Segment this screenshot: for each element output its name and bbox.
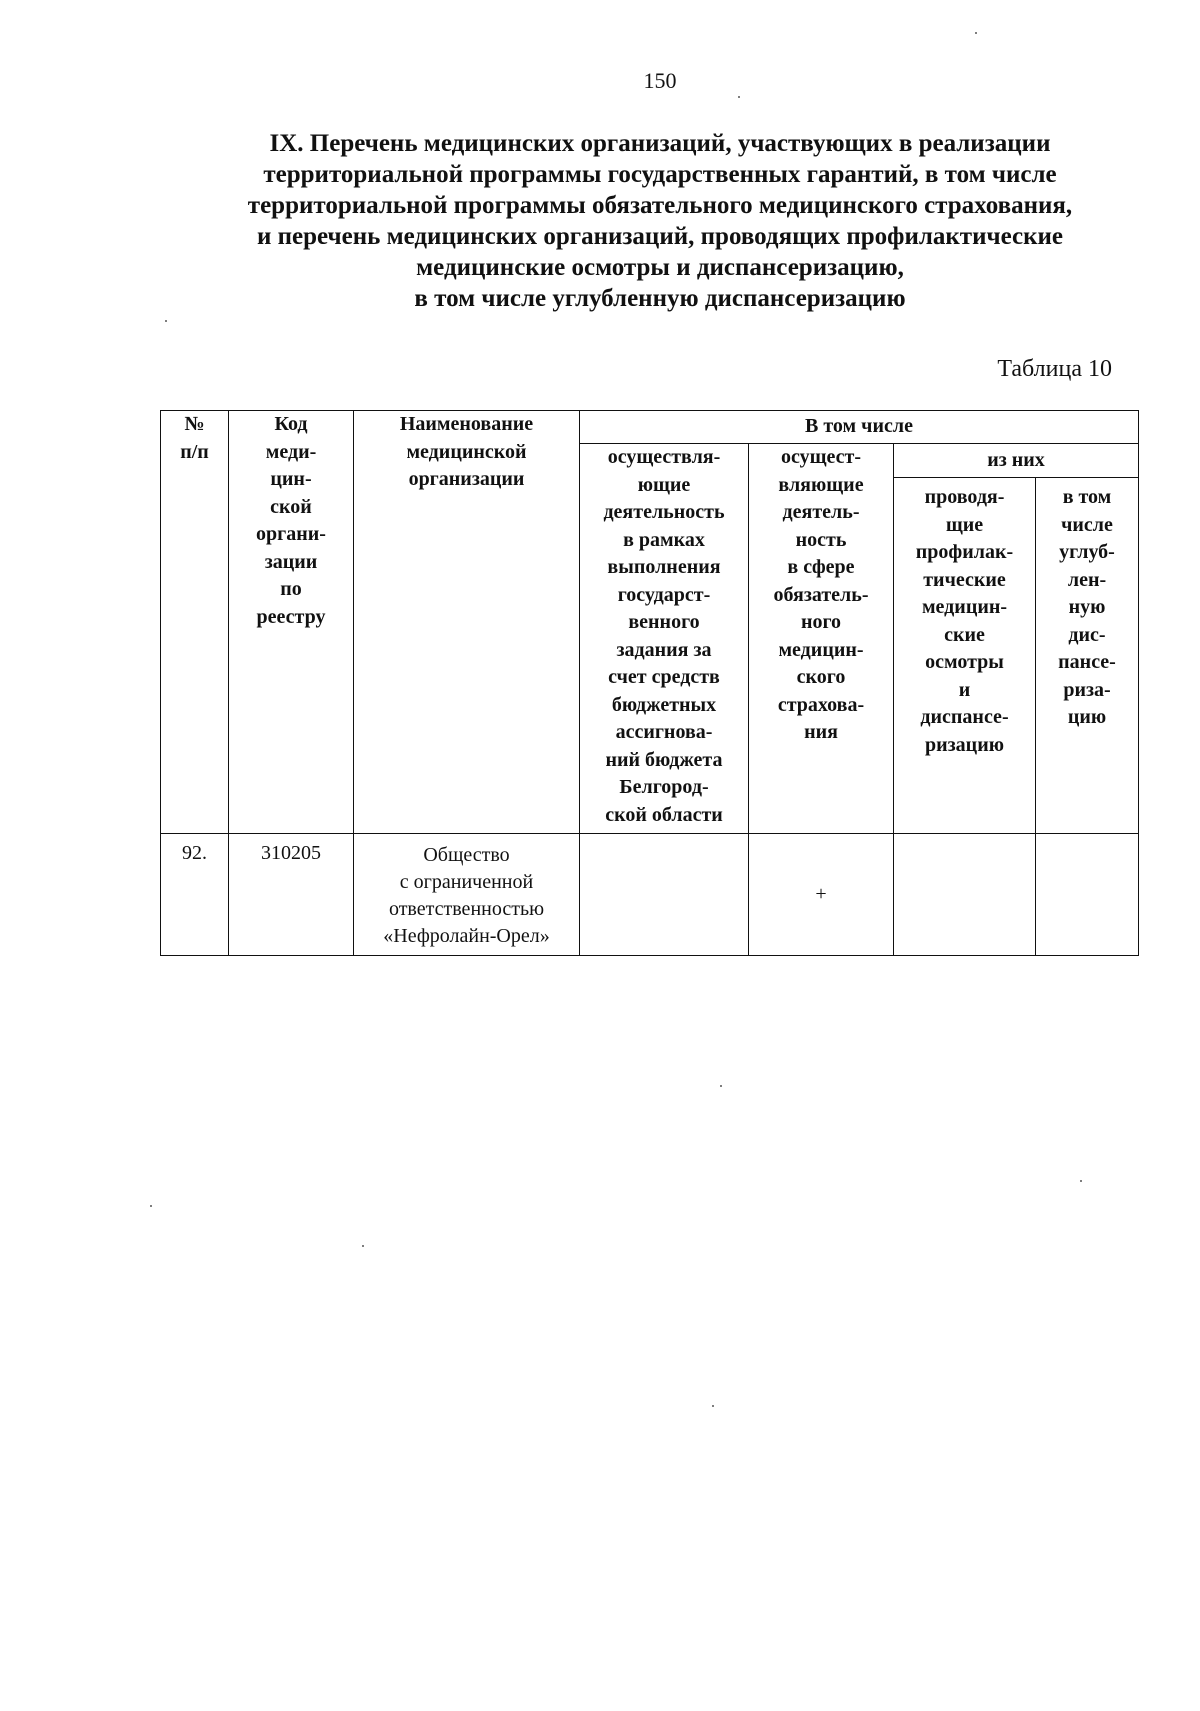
text-line: задания за — [616, 638, 712, 661]
text-line: реестру — [256, 605, 326, 628]
text-line: медицин- — [921, 596, 1008, 618]
header-deep — [1036, 478, 1139, 834]
text-line: меди- — [265, 440, 317, 463]
scan-speck — [1080, 1180, 1082, 1182]
row-prophylactic — [894, 834, 1036, 956]
header-prophylactic-lines — [894, 484, 1035, 759]
text-line: числе — [1061, 513, 1113, 536]
header-deep-lines — [1036, 484, 1138, 732]
scan-speck — [720, 1085, 722, 1087]
header-name — [354, 411, 580, 834]
scan-speck — [738, 96, 740, 98]
text-line: деятельность — [603, 501, 725, 523]
text-line: в сфере — [787, 556, 855, 578]
text-line: ризацию — [924, 733, 1004, 756]
text-line: венного — [628, 611, 700, 633]
text-line: тические — [923, 568, 1006, 591]
text-line: с ограниченной — [399, 871, 534, 893]
scan-speck — [165, 320, 167, 322]
header-name-lines — [354, 411, 579, 494]
text-line: и — [958, 678, 971, 701]
text-line: осмотры — [925, 651, 1004, 673]
row-code: 310205 — [229, 834, 354, 956]
text-line: медицинской — [406, 440, 527, 463]
text-line: ного — [800, 611, 842, 633]
text-line: осуществля- — [607, 446, 721, 468]
header-code-lines — [229, 411, 353, 631]
title-line: IX. Перечень медицинских организаций, участвующих в реализации — [269, 130, 1051, 157]
text-line: ские — [944, 623, 985, 646]
text-line: организации — [408, 468, 525, 490]
text-line: в рамках — [623, 528, 705, 551]
text-line: деятель- — [782, 501, 860, 523]
text-line: Код — [274, 413, 308, 435]
text-line: проводя- — [924, 486, 1005, 508]
header-of-them: из них — [894, 444, 1139, 478]
page-number: 150 — [643, 68, 677, 93]
text-line: ность — [795, 528, 847, 551]
text-line: обязатель- — [773, 583, 869, 606]
text-line: выполнения — [607, 556, 721, 578]
table-caption: Таблица 10 — [997, 356, 1112, 382]
text-line: профилак- — [915, 541, 1014, 563]
text-line: ассигнова- — [615, 721, 713, 743]
text-line: государст- — [617, 583, 711, 606]
text-line: в том — [1062, 486, 1112, 508]
text-line: цию — [1067, 706, 1107, 728]
text-line: ской — [270, 495, 312, 518]
text-line: диспансе- — [920, 706, 1009, 728]
text-line: ского — [796, 666, 846, 688]
text-line: лен- — [1067, 568, 1107, 591]
row-name-lines — [354, 842, 579, 950]
row-name — [354, 834, 580, 956]
row-oms: + — [749, 834, 894, 956]
text-line: органи- — [256, 523, 326, 545]
text-line: «Нефролайн-Орел» — [383, 925, 550, 947]
text-line: по — [280, 578, 302, 600]
text-line: цин- — [270, 468, 312, 490]
text-line: риза- — [1063, 678, 1111, 701]
text-line: страхова- — [777, 693, 865, 716]
header-state-task-lines — [580, 444, 748, 829]
text-line: медицин- — [778, 638, 864, 661]
text-line: углуб- — [1059, 541, 1115, 563]
header-code — [229, 411, 354, 834]
text-line: ний бюджета — [605, 748, 723, 771]
header-num-lines — [161, 411, 228, 466]
text-line: дис- — [1068, 623, 1106, 646]
header-num — [161, 411, 229, 834]
text-line: бюджетных — [611, 693, 717, 716]
text-line: щие — [945, 513, 984, 536]
scan-speck — [975, 32, 977, 34]
text-line: ния — [804, 721, 838, 743]
text-line: Общество — [423, 844, 510, 866]
header-including: В том числе — [580, 411, 1139, 444]
title-line: медицинские осмотры и диспансеризацию, — [416, 254, 904, 281]
text-line: осущест- — [781, 446, 861, 468]
header-prophylactic — [894, 478, 1036, 834]
scan-speck — [150, 1205, 152, 1207]
text-line: Наименование — [399, 413, 534, 435]
header-oms — [749, 444, 894, 834]
title-line: в том числе углубленную диспансеризацию — [414, 285, 906, 312]
title-line: территориальной программы государственных гарантий, в том числе — [263, 161, 1057, 188]
row-num: 92. — [161, 834, 229, 956]
text-line: п/п — [180, 440, 209, 463]
text-line: зации — [264, 550, 318, 573]
row-deep — [1036, 834, 1139, 956]
document-title — [150, 128, 1170, 314]
medical-organizations-table — [160, 410, 1139, 956]
text-line: ответственностью — [388, 898, 545, 920]
scan-speck — [362, 1245, 364, 1247]
text-line: ющие — [637, 473, 691, 496]
text-line: № — [184, 413, 205, 435]
table-row — [161, 834, 1139, 956]
text-line: вляющие — [778, 473, 864, 496]
text-line: Белгород- — [619, 776, 709, 798]
row-state-task — [580, 834, 749, 956]
title-line: территориальной программы обязательного медицинского страхования, — [247, 192, 1073, 219]
scan-speck — [712, 1405, 714, 1407]
text-line: ской области — [605, 803, 723, 826]
text-line: счет средств — [608, 666, 720, 688]
header-state-task — [580, 444, 749, 834]
text-line: пансе- — [1058, 651, 1116, 673]
title-line: и перечень медицинских организаций, проводящих профилактические — [257, 223, 1063, 250]
header-oms-lines — [749, 444, 893, 747]
text-line: ную — [1068, 596, 1106, 618]
